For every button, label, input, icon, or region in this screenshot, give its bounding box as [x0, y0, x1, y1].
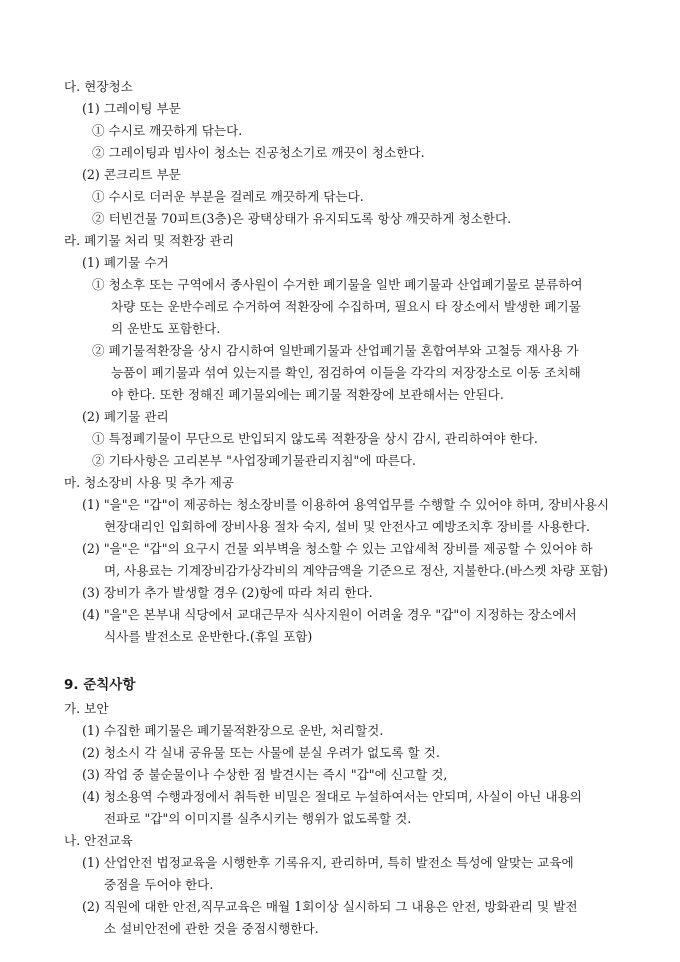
section-na-heading: 나. 안전교육: [64, 833, 133, 848]
item-equipment-4-line1: (4) "을"은 본부내 식당에서 교대근무자 식사지원이 어려울 경우 "갑"이 지정하는 장소에서: [82, 607, 577, 622]
item-security-1: (1) 수집한 폐기물은 폐기물적환장으로 운반, 처리할것.: [82, 723, 384, 738]
item-equipment-1-line2: 현장대리인 입회하에 장비사용 절차 숙지, 설비 및 안전사고 예방조치후 장비를 사용한다.: [104, 519, 590, 534]
item-equipment-3: (3) 장비가 추가 발생할 경우 (2)항에 따라 처리 한다.: [82, 585, 373, 600]
item-security-2: (2) 청소시 각 실내 공유물 또는 사물에 분실 우려가 없도록 할 것.: [82, 745, 440, 760]
item-concrete: (2) 콘크리트 부문: [82, 167, 181, 182]
item-waste-management: (2) 폐기물 관리: [82, 409, 169, 424]
section-ga-heading: 가. 보안: [64, 701, 109, 716]
item-equipment-4-line2: 식사를 발전소로 운반한다.(휴일 포함): [104, 629, 313, 644]
section-da-heading: 다. 현장청소: [64, 79, 133, 94]
item-waste-collection: (1) 폐기물 수거: [82, 255, 169, 270]
item-waste-collection-1-line1: ① 청소후 또는 구역에서 종사원이 수거한 폐기물을 일반 폐기물과 산업폐기물로 분류하여: [92, 277, 583, 292]
item-security-4-line2: 전파로 "갑"의 이미지를 실추시키는 행위가 없도록할 것.: [104, 811, 412, 826]
item-security-4-line1: (4) 청소용역 수행과정에서 취득한 비밀은 절대로 누설하여서는 안되며, 사실이 아닌 내용의: [82, 789, 582, 804]
section-ma-heading: 마. 청소장비 사용 및 추가 제공: [64, 475, 235, 490]
item-waste-collection-1-line3: 의 운반도 포함한다.: [111, 321, 221, 336]
item-waste-collection-2-line1: ② 폐기물적환장을 상시 감시하여 일반폐기물과 산업폐기물 혼합여부와 고철등 재사용 가: [92, 343, 579, 358]
item-safety-2-line2: 소 설비안전에 관한 것을 중점시행한다.: [104, 921, 319, 936]
item-equipment-2-line1: (2) "을"은 "갑"의 요구시 건물 외부벽을 청소할 수 있는 고압세척 장비를 제공할 수 있어야 하: [82, 541, 593, 556]
item-safety-1-line2: 중점을 두어야 한다.: [104, 877, 214, 892]
item-grating-1: ① 수시로 깨끗하게 닦는다.: [92, 123, 243, 138]
item-concrete-1: ① 수시로 더러운 부분을 걸레로 깨끗하게 닦는다.: [92, 189, 364, 204]
item-waste-collection-2-line3: 야 한다. 또한 정해진 폐기물외에는 폐기물 적환장에 보관해서는 안된다.: [111, 387, 504, 402]
item-safety-2-line1: (2) 직원에 대한 안전,직무교육은 매월 1회이상 실시하되 그 내용은 안전, 방화관리 및 발전: [82, 899, 578, 914]
section-9-title: 9. 준칙사항: [64, 677, 136, 693]
item-waste-collection-1-line2: 차량 또는 운반수레로 수거하여 적환장에 수집하며, 필요시 타 장소에서 발생한 폐기물: [111, 299, 581, 314]
item-equipment-1-line1: (1) "을"은 "갑"이 제공하는 청소장비를 이용하여 용역업무를 수행할 수 있어야 하며, 장비사용시: [82, 497, 610, 512]
section-ra-heading: 라. 폐기물 처리 및 적환장 관리: [64, 233, 235, 248]
item-safety-1-line1: (1) 산업안전 법정교육을 시행한후 기록유지, 관리하며, 특히 발전소 특성에 알맞는 교육에: [82, 855, 574, 870]
item-security-3: (3) 작업 중 불순물이나 수상한 점 발견시는 즉시 "갑"에 신고할 것,: [82, 767, 448, 782]
item-concrete-2: ② 터빈건물 70피트(3층)은 광택상태가 유지되도록 항상 깨끗하게 청소한다.: [92, 211, 512, 226]
item-waste-collection-2-line2: 능품이 폐기물과 섞여 있는지를 확인, 점검하여 이들을 각각의 저장장소로 이동 조치해: [111, 365, 581, 380]
item-equipment-2-line2: 며, 사용료는 기계장비감가상각비의 계약금액을 기준으로 정산, 지불한다.(바스켓 차량 포함): [104, 563, 608, 578]
item-grating-2: ② 그레이팅과 빔사이 청소는 진공청소기로 깨끗이 청소한다.: [92, 145, 425, 160]
item-grating: (1) 그레이팅 부문: [82, 101, 181, 116]
item-waste-management-2: ② 기타사항은 고리본부 "사업장폐기물관리지침"에 따른다.: [92, 453, 417, 468]
item-waste-management-1: ① 특정폐기물이 무단으로 반입되지 않도록 적환장을 상시 감시, 관리하여야 한다.: [92, 431, 538, 446]
